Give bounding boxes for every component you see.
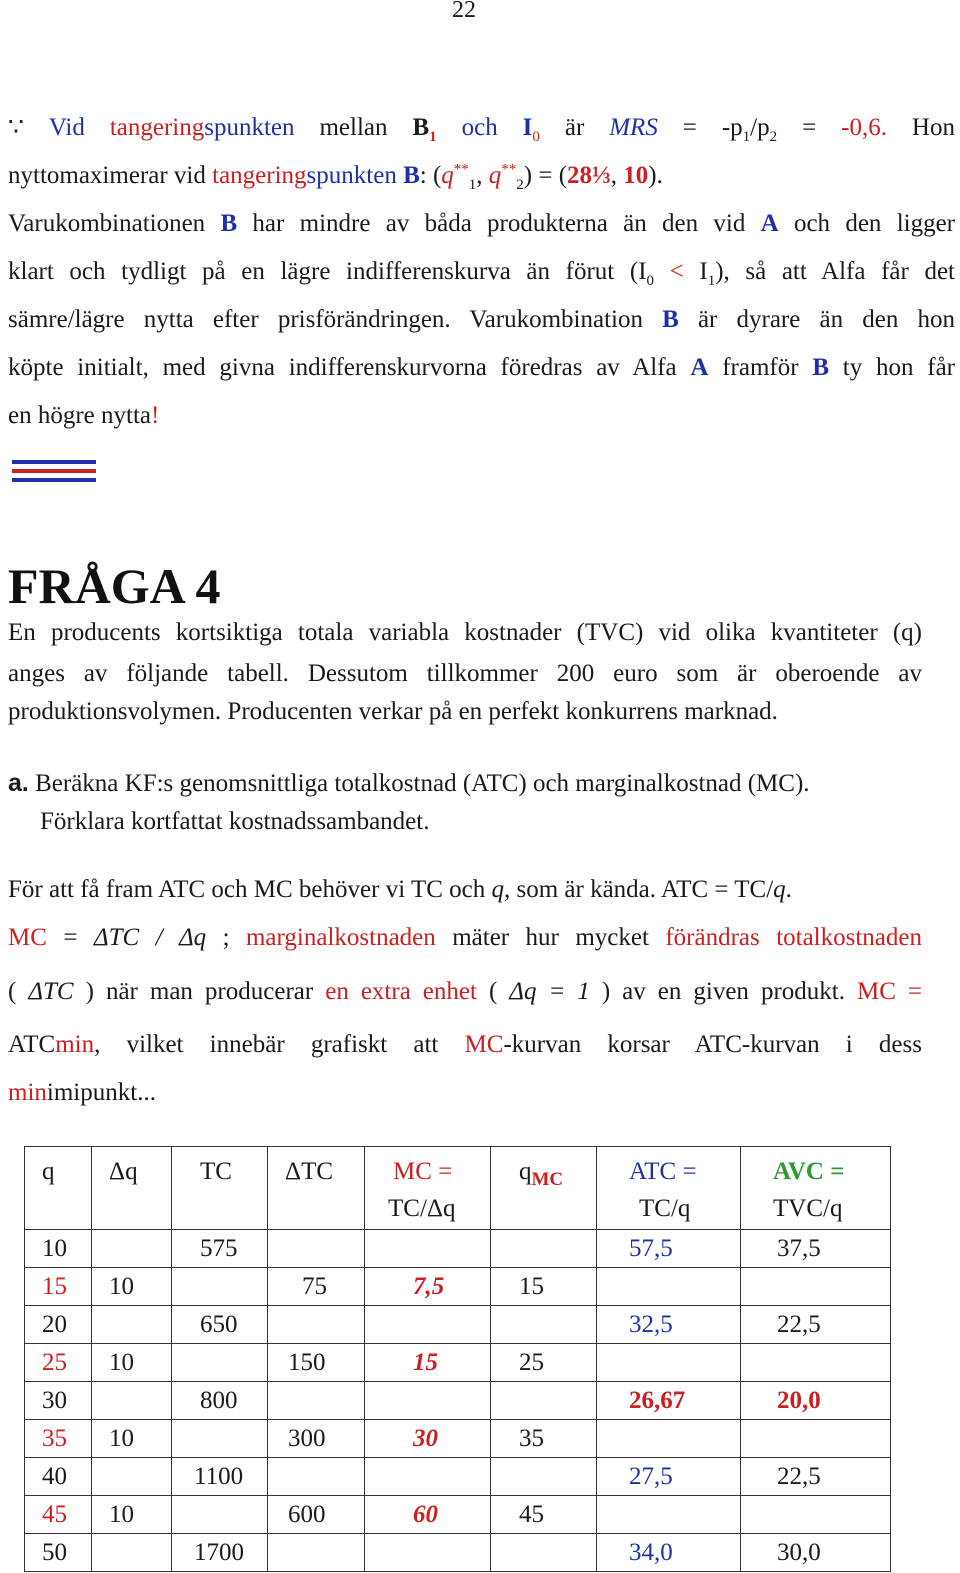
cell-tc: 1100 (172, 1458, 268, 1496)
label-i0: $I_0$ (522, 114, 540, 145)
cell-avc (741, 1268, 891, 1306)
table-row (25, 1458, 891, 1496)
cell-q: 10 (25, 1230, 92, 1268)
cell-qmc (491, 1534, 597, 1572)
cell-dtc: 75 (268, 1268, 365, 1306)
cell-avc: 22,5 (741, 1458, 891, 1496)
table-row (25, 1382, 891, 1420)
cell-avc (741, 1496, 891, 1534)
cell-dq (92, 1230, 172, 1268)
para1-line6: köpte initialt, med givna indifferenskurvorna föredras av Alfa A framför B ty hon får (8, 354, 956, 381)
cell-qmc: 15 (491, 1268, 597, 1306)
cell-atc (597, 1496, 741, 1534)
cell-tc (172, 1420, 268, 1458)
cell-dq: 10 (92, 1268, 172, 1306)
text-hon: Hon (911, 114, 955, 141)
intro-line3: produktionsvolymen. Producenten verkar på en perfekt konkurrens marknad. (8, 698, 778, 725)
question-a-line2: Förklara kortfattat kostnadssambandet. (40, 808, 430, 835)
cell-dtc: 150 (268, 1344, 365, 1382)
para1-line1 (8, 104, 955, 152)
para1-line7: en högre nytta! (8, 402, 160, 429)
question-a-line1: a. Beräkna KF:s genomsnittliga totalkostnad (ATC) och marginalkostnad (MC). (8, 769, 810, 797)
cell-avc: 37,5 (741, 1230, 891, 1268)
cell-atc (597, 1268, 741, 1306)
cell-dq: 10 (92, 1420, 172, 1458)
text-eq2: = (802, 114, 817, 141)
cell-dtc (268, 1458, 365, 1496)
table-header-row (25, 1147, 891, 1230)
cell-mc (365, 1306, 491, 1344)
cell-q: 20 (25, 1306, 92, 1344)
answer-line4: ATCmin, vilket innebär grafiskt att MC-kurvan korsar ATC-kurvan i dess (8, 1031, 922, 1058)
table-row (25, 1534, 891, 1572)
cell-dq (92, 1306, 172, 1344)
cell-dtc (268, 1382, 365, 1420)
question-a-label: a. (8, 769, 29, 797)
para1-line2: nyttomaximerar vid tangeringspunkten B: ($q^{**}_1$, $q^{**}_2$) = (28⅓, 10). (8, 161, 663, 193)
cell-dq (92, 1458, 172, 1496)
para1-line3: Varukombinationen B har mindre av båda produkterna än den vid A och den ligger (8, 210, 956, 237)
cell-q: 45 (25, 1496, 92, 1534)
text-mellan: mellan (319, 114, 388, 141)
cell-q: 40 (25, 1458, 92, 1496)
cell-avc: 20,0 (741, 1382, 891, 1420)
page-number: 22 (452, 0, 476, 23)
text-spunkten: spunkten (204, 114, 295, 141)
cell-mc (365, 1382, 491, 1420)
cell-mc (365, 1534, 491, 1572)
answer-line3: ( ΔTC ) när man producerar en extra enhet ( Δq = 1 ) av en given produkt. MC = (8, 978, 922, 1005)
cell-q: 35 (25, 1420, 92, 1458)
section-divider (12, 460, 96, 482)
cell-mc: 7,5 (365, 1268, 491, 1306)
cell-dq: 10 (92, 1344, 172, 1382)
header-q: q (25, 1147, 92, 1230)
cell-tc: 800 (172, 1382, 268, 1420)
table-row (25, 1306, 891, 1344)
cell-qmc (491, 1382, 597, 1420)
header-mc: MC = TC/Δq (365, 1147, 491, 1230)
cell-dq: 10 (92, 1496, 172, 1534)
cell-q: 15 (25, 1268, 92, 1306)
text-tangering: tangering (109, 114, 205, 141)
cell-tc: 1700 (172, 1534, 268, 1572)
question-heading: FRÅGA 4 (8, 558, 221, 614)
cost-table (24, 1146, 891, 1572)
mrs-value: -0,6. (841, 114, 887, 141)
cell-tc (172, 1268, 268, 1306)
table-row (25, 1268, 891, 1306)
table-row (25, 1420, 891, 1458)
cell-avc (741, 1344, 891, 1382)
header-qmc: $q_{MC}$ (491, 1147, 597, 1230)
cell-mc (365, 1458, 491, 1496)
cell-atc: 32,5 (597, 1306, 741, 1344)
cell-qmc (491, 1230, 597, 1268)
cell-atc (597, 1344, 741, 1382)
para1-line4: klart och tydligt på en lägre indifferenskurva än förut $(I_0 < I_1)$, så att Alfa får det (8, 258, 955, 289)
answer-line5: minimipunkt... (8, 1079, 156, 1106)
cell-dtc (268, 1306, 365, 1344)
cell-tc: 650 (172, 1306, 268, 1344)
cell-qmc: 35 (491, 1420, 597, 1458)
header-dtc: ΔTC (268, 1147, 365, 1230)
cell-mc: 60 (365, 1496, 491, 1534)
table-row (25, 1496, 891, 1534)
cell-dtc: 600 (268, 1496, 365, 1534)
cell-dtc (268, 1534, 365, 1572)
header-dq: Δq (92, 1147, 172, 1230)
cell-avc: 22,5 (741, 1306, 891, 1344)
cell-atc: 34,0 (597, 1534, 741, 1572)
intro-line1: En producents kortsiktiga totala variabla kostnader (TVC) vid olika kvantiteter (q) (8, 619, 922, 646)
cell-atc: 57,5 (597, 1230, 741, 1268)
text-ar: är (564, 114, 585, 141)
cell-avc: 30,0 (741, 1534, 891, 1572)
cell-mc: 30 (365, 1420, 491, 1458)
table-row (25, 1230, 891, 1268)
cell-dq (92, 1382, 172, 1420)
header-avc: AVC = TVC/q (741, 1147, 891, 1230)
cell-avc (741, 1420, 891, 1458)
text-vid: Vid (48, 114, 85, 141)
cell-mc (365, 1230, 491, 1268)
cell-tc: 575 (172, 1230, 268, 1268)
therefore-symbol: ∵ (8, 114, 24, 141)
label-b1: $B_1$ (412, 114, 437, 145)
cell-atc (597, 1420, 741, 1458)
cell-dq (92, 1534, 172, 1572)
cell-mc: 15 (365, 1344, 491, 1382)
table-row (25, 1344, 891, 1382)
text-och: och (461, 114, 498, 141)
text-eq: = (682, 114, 697, 141)
cell-atc: 26,67 (597, 1382, 741, 1420)
para1-line5: sämre/lägre nytta efter prisförändringen. Varukombination B är dyrare än den hon (8, 306, 955, 333)
cell-q: 30 (25, 1382, 92, 1420)
table-body (25, 1230, 891, 1572)
cell-qmc: 25 (491, 1344, 597, 1382)
header-tc: TC (172, 1147, 268, 1230)
cell-tc (172, 1496, 268, 1534)
cell-qmc (491, 1458, 597, 1496)
cell-dtc: 300 (268, 1420, 365, 1458)
price-ratio: $-p_1/p_2$ (721, 114, 778, 145)
cell-q: 25 (25, 1344, 92, 1382)
cell-dtc (268, 1230, 365, 1268)
text-mrs: MRS (609, 114, 658, 141)
header-atc: ATC = TC/q (597, 1147, 741, 1230)
cell-q: 50 (25, 1534, 92, 1572)
answer-line2: MC = ΔTC / Δq ; marginalkostnaden mäter hur mycket förändras totalkostnaden (8, 924, 922, 951)
cell-tc (172, 1344, 268, 1382)
answer-line1: För att få fram ATC och MC behöver vi TC och q, som är kända. ATC = TC/q. (8, 876, 792, 903)
cell-qmc (491, 1306, 597, 1344)
cell-qmc: 45 (491, 1496, 597, 1534)
intro-line2: anges av följande tabell. Dessutom tillkommer 200 euro som är oberoende av (8, 660, 922, 687)
cell-atc: 27,5 (597, 1458, 741, 1496)
